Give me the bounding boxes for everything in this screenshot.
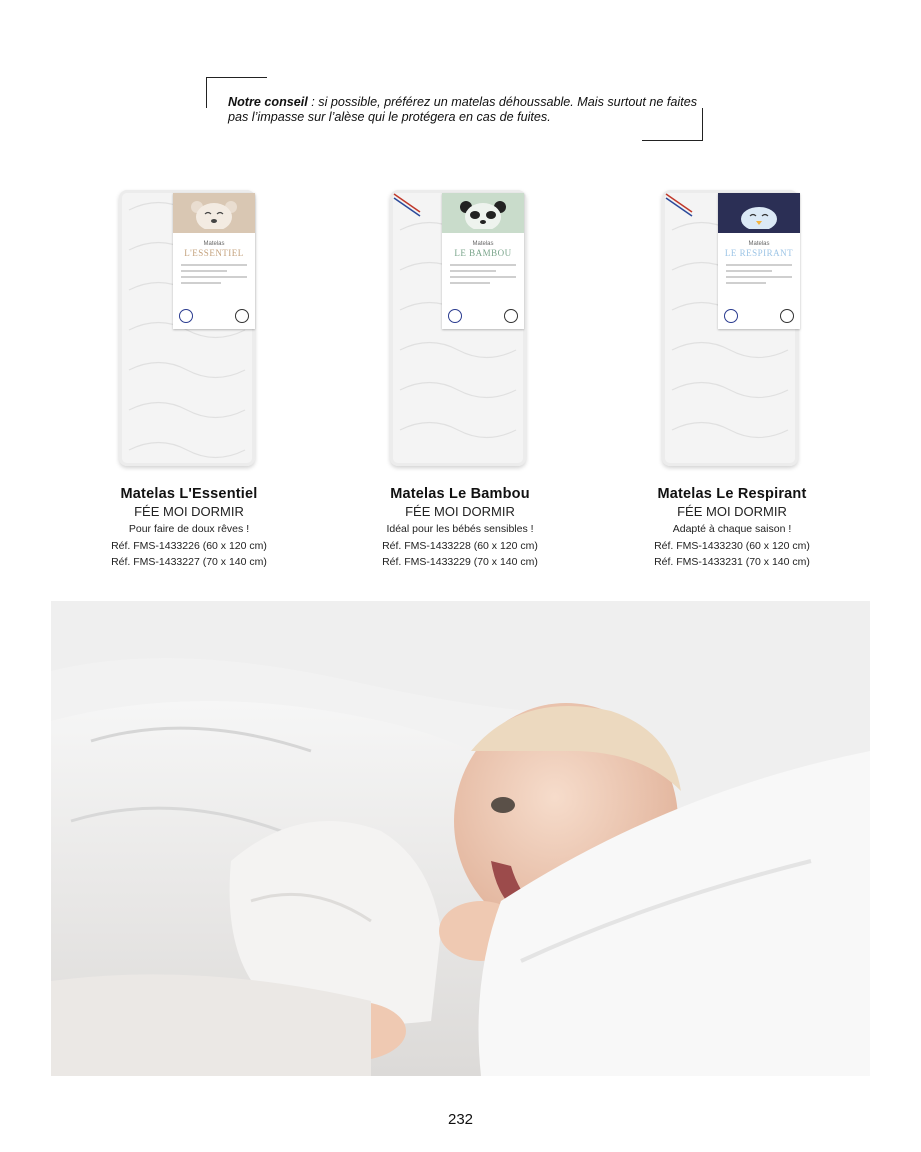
- product-ref-2: Réf. FMS-1433229 (70 x 140 cm): [382, 556, 538, 568]
- product-brand: FÉE MOI DORMIR: [677, 504, 787, 519]
- product-brand: FÉE MOI DORMIR: [405, 504, 515, 519]
- product-brand: FÉE MOI DORMIR: [134, 504, 244, 519]
- product-card-respirant[interactable]: [592, 190, 872, 571]
- label-logos: [724, 309, 794, 323]
- label-logos: [179, 309, 249, 323]
- label-name: LE RESPIRANT: [724, 248, 794, 258]
- mattress-image: [119, 190, 259, 472]
- moon-icon: [780, 309, 794, 323]
- label-brand: Matelas: [472, 241, 494, 247]
- advice-body: : si possible, préférez un matelas déhoussable. Mais surtout ne faites pas l’impasse sur l’alèse qui le protégera en cas de fuites.: [228, 95, 697, 124]
- product-tagline: Idéal pour les bébés sensibles !: [386, 523, 534, 535]
- product-title: Matelas Le Bambou: [390, 486, 530, 502]
- certification-icon: [724, 309, 738, 323]
- product-title: Matelas Le Respirant: [657, 486, 807, 502]
- panda-face-icon: [458, 199, 508, 229]
- penguin-face-icon: [734, 199, 784, 229]
- label-brand: Matelas: [748, 241, 770, 247]
- product-tagline: Pour faire de doux rêves !: [128, 523, 250, 535]
- certification-icon: [448, 309, 462, 323]
- moon-icon: [235, 309, 249, 323]
- product-ref-2: Réf. FMS-1433231 (70 x 140 cm): [654, 556, 810, 568]
- product-title: Matelas L'Essentiel: [120, 486, 258, 502]
- product-card-bambou[interactable]: [320, 190, 600, 571]
- label-details: [726, 264, 792, 284]
- advice-box: [206, 77, 703, 141]
- mattress-label: [442, 193, 524, 329]
- label-header: [718, 193, 800, 233]
- label-name: L'ESSENTIEL: [184, 248, 244, 258]
- label-header: [173, 193, 255, 233]
- label-logos: [448, 309, 518, 323]
- product-tagline: Adapté à chaque saison !: [672, 523, 792, 535]
- baby-illustration: [51, 601, 870, 1076]
- advice-text: [228, 95, 698, 125]
- label-header: [442, 193, 524, 233]
- baby-photo: [51, 601, 870, 1076]
- product-card-essentiel[interactable]: [49, 190, 329, 571]
- product-ref-1: Réf. FMS-1433230 (60 x 120 cm): [654, 539, 810, 552]
- mattress-label: [718, 193, 800, 329]
- mattress-image: [390, 190, 530, 472]
- product-ref-1: Réf. FMS-1433228 (60 x 120 cm): [382, 539, 538, 552]
- advice-label: Notre conseil: [228, 95, 308, 109]
- label-details: [181, 264, 247, 284]
- label-brand: Matelas: [203, 241, 225, 247]
- mattress-image: [662, 190, 802, 472]
- product-ref-2: Réf. FMS-1433227 (70 x 140 cm): [111, 556, 267, 568]
- label-name: LE BAMBOU: [454, 248, 512, 258]
- page-number: 232: [447, 1111, 474, 1128]
- certification-icon: [179, 309, 193, 323]
- bear-face-icon: [189, 199, 239, 229]
- product-ref-1: Réf. FMS-1433226 (60 x 120 cm): [111, 539, 267, 552]
- moon-icon: [504, 309, 518, 323]
- mattress-label: [173, 193, 255, 329]
- label-details: [450, 264, 516, 284]
